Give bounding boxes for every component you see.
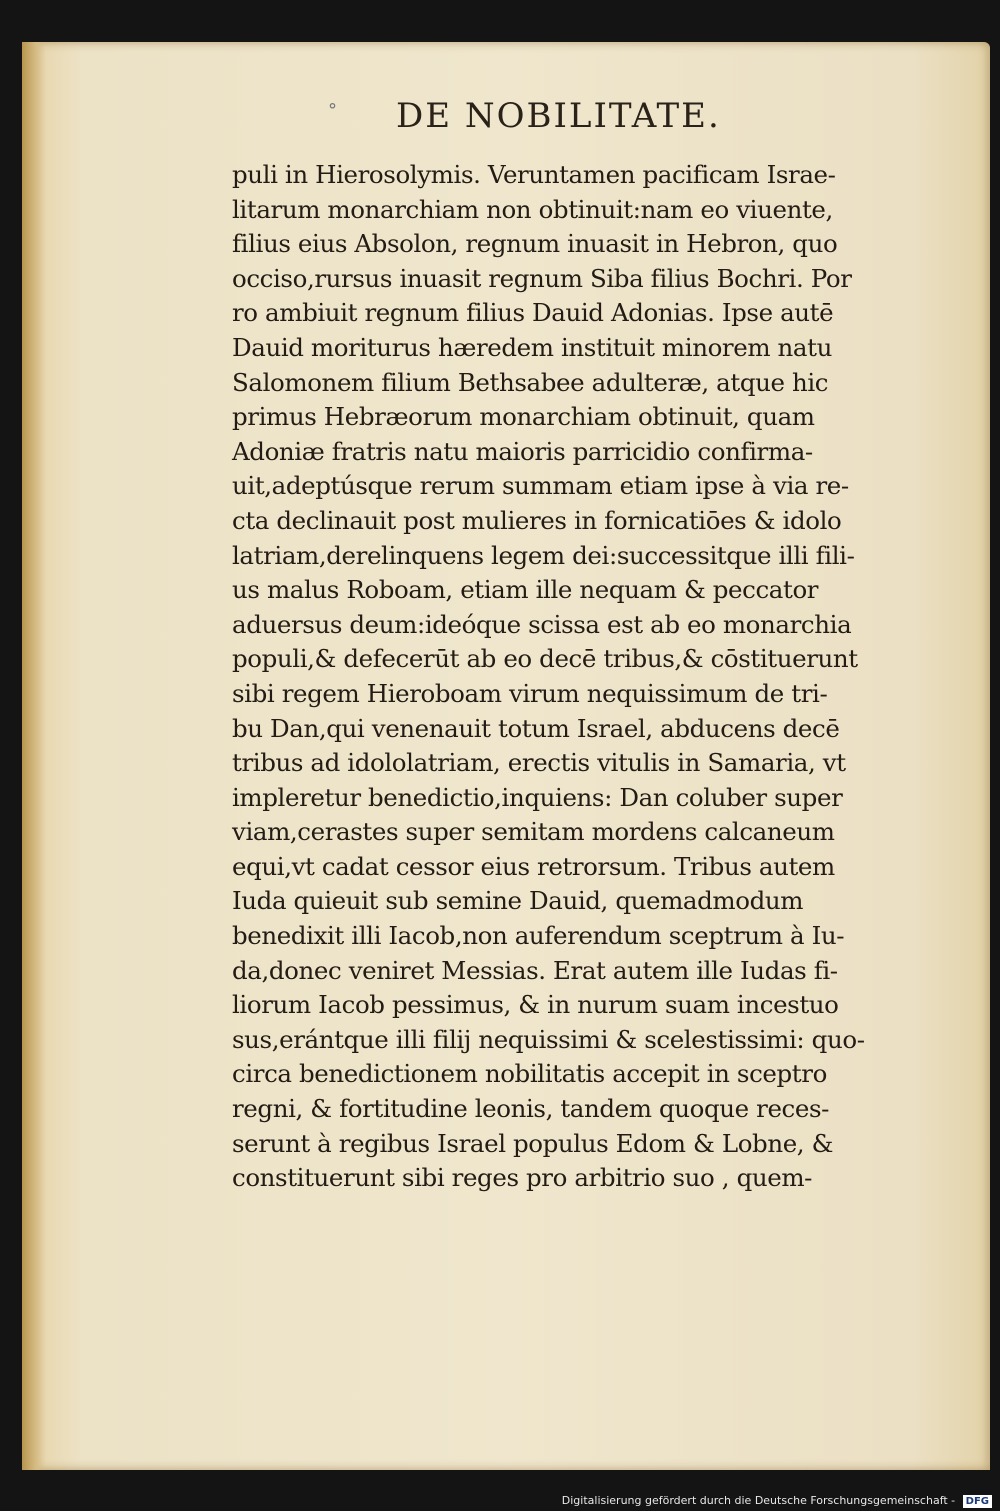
text-line: viam,cerastes super semitam mordens calcaneum [232,817,835,847]
text-line: bu Dan,qui venenauit totum Israel, abducens decē [232,713,840,743]
text-line: Dauid moriturus hæredem instituit minorem natu [232,332,832,362]
page-gutter [22,42,46,1470]
text-line: puli in Hierosolymis. Veruntamen pacificam Israe- [232,160,836,189]
text-line: benedixit illi Iacob,non auferendum sceptrum à Iu- [232,921,845,951]
text-line: circa benedictionem nobilitatis accepit in sceptro [232,1059,827,1089]
dfg-logo: DFG [963,1495,992,1508]
running-header [320,96,780,144]
text-line: aduersus deum:ideóque scissa est ab eo monarchia [232,609,852,639]
text-line: equi,vt cadat cessor eius retrorsum. Tribus autem [232,851,835,881]
text-line: liorum Iacob pessimus, & in nurum suam incestuo [232,990,839,1020]
text-line: tribus ad idololatriam, erectis vitulis in Samaria, vt [232,748,846,778]
text-line: litarum monarchiam non obtinuit:nam eo viuente, [232,194,833,224]
text-line: populi,& defecerūt ab eo decē tribus,& cōstituerunt [232,644,858,674]
text-line: serunt à regibus Israel populus Edom & Lobne, & [232,1128,833,1158]
text-line: sibi regem Hieroboam virum nequissimum de tri- [232,678,828,708]
text-line: constituerunt sibi reges pro arbitrio suo , quem- [232,1163,813,1193]
text-line: filius eius Absolon, regnum inuasit in Hebron, quo [232,229,838,259]
body-text [232,158,932,1196]
credit-text: Digitalisierung gefördert durch die Deutsche Forschungsgemeinschaft - [561,1494,956,1507]
text-line: latriam,derelinquens legem dei:successitque illi fili- [232,540,855,570]
text-line: regni, & fortitudine leonis, tandem quoque reces- [232,1094,830,1124]
text-line: primus Hebræorum monarchiam obtinuit, quam [232,402,815,432]
text-line: sus,erántque illi filij nequissimi & scelestissimi: quo- [232,1024,865,1054]
text-line: impleretur benedictio,inquiens: Dan coluber super [232,782,843,812]
text-line: uit,adeptúsque rerum summam etiam ipse à via re- [232,471,849,501]
text-line: occiso,rursus inuasit regnum Siba filius Bochri. Por [232,263,852,293]
text-line: us malus Roboam, etiam ille nequam & peccator [232,575,819,605]
text-line: cta declinauit post mulieres in fornicatiōes & idolo [232,505,842,535]
text-line: da,donec veniret Messias. Erat autem ille Iudas fi- [232,955,838,985]
page-title: DE NOBILITATE. [396,96,721,136]
digitization-credit [562,1493,992,1509]
text-line: Salomonem filium Bethsabee adulteræ, atque hic [232,367,829,397]
text-line: Iuda quieuit sub semine Dauid, quemadmodum [232,886,804,916]
header-mark: ° [328,100,339,121]
text-line: Adoniæ fratris natu maioris parricidio confirma- [232,436,813,466]
text-line: ro ambiuit regnum filius Dauid Adonias. Ipse autē [232,298,834,328]
